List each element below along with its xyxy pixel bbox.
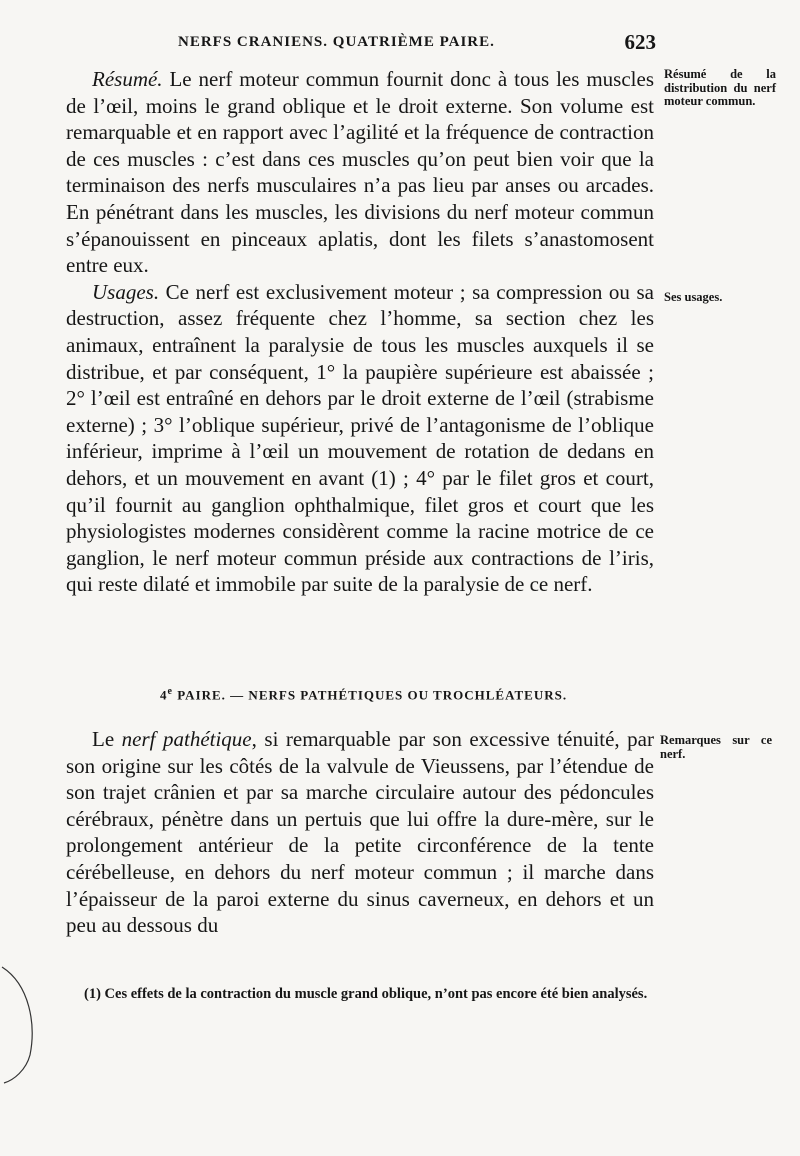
body-text-bottom	[66, 726, 654, 939]
paragraph-resume	[66, 66, 654, 279]
section-number: 4	[160, 687, 168, 703]
paragraph-text: , si remarquable par son excessive ténuité, par son origine sur les côtés de la valvule de Vieussens, par l’étendue de son trajet crânien et par sa marche circulaire autour des pédoncules cérébraux, pénètre dans un pertuis que lui offre la dure-mère, sur le prolongement antérieur de la petite circonférence de la tente cérébelleuse, en dehors du nerf moteur commun ; il marche dans l’épaisseur de la paroi externe du sinus caverneux, en dehors et un peu au dessous du	[66, 727, 654, 938]
margin-note-usages: Ses usages.	[664, 290, 723, 304]
paragraph-pathetique	[66, 726, 654, 939]
running-head: NERFS CRANIENS. QUATRIÈME PAIRE.	[178, 34, 495, 50]
paragraph-lead: Résumé.	[92, 67, 163, 91]
paragraph-text: Ce nerf est exclusivement moteur ; sa compression ou sa destruction, assez fréquente chez l’homme, sa section chez les animaux, entraînent la paralysie de tous les muscles auxquels il se distribue, et par conséquent, 1° la paupière supérieure est abaissée ; 2° l’œil est entraîné en dehors par le droit externe de l’œil (strabisme externe) ; 3° l’oblique supérieur, privé de l’antagonisme de l’oblique inférieur, imprime à l’œil un mouvement de rotation de dedans en dehors, et un mouvement en avant (1) ; 4° par le filet gros et court, qu’il fournit au ganglion ophthalmique, filet gros et court que les physiologistes modernes considèrent comme la racine motrice de ce ganglion, le nerf moteur commun préside aux contractions de l’iris, qui reste dilaté et immobile par suite de la paralysie de ce nerf.	[66, 279, 654, 597]
body-text-top	[66, 66, 654, 598]
paragraph-lead: Usages.	[92, 279, 160, 304]
footnote: (1) Ces effets de la contraction du muscle grand oblique, n’ont pas encore été bien analysés.	[84, 986, 648, 1002]
page-number: 623	[624, 30, 656, 54]
paragraph-pre: Le	[92, 727, 122, 751]
page-curl-edge	[0, 965, 40, 1085]
margin-note-resume: Résumé de la distribution du nerf moteur commun.	[664, 67, 776, 108]
section-heading	[160, 686, 640, 703]
paragraph-usages	[66, 279, 654, 598]
paragraph-text: Le nerf moteur commun fournit donc à tous les muscles de l’œil, moins le grand oblique et le droit externe. Son volume est remarquable et en rapport avec l’agilité et la fréquence de contraction de ces muscles : c’est dans ces muscles qu’on peut bien voir que la terminaison des nerfs musculaires n’a pas lieu par anses ou arcades. En pénétrant dans les muscles, les divisions du nerf moteur commun s’épanouissent en pinceaux aplatis, dont les filets s’anastomosent entre eux.	[66, 67, 654, 278]
paragraph-lead: nerf pathétique	[121, 727, 252, 751]
page-header	[66, 30, 656, 56]
margin-note-remarques: Remarques sur ce nerf.	[660, 733, 772, 761]
section-title: PAIRE. — NERFS PATHÉTIQUES OU TROCHLÉATEURS.	[172, 687, 568, 703]
section-number-suffix: e	[167, 686, 173, 697]
